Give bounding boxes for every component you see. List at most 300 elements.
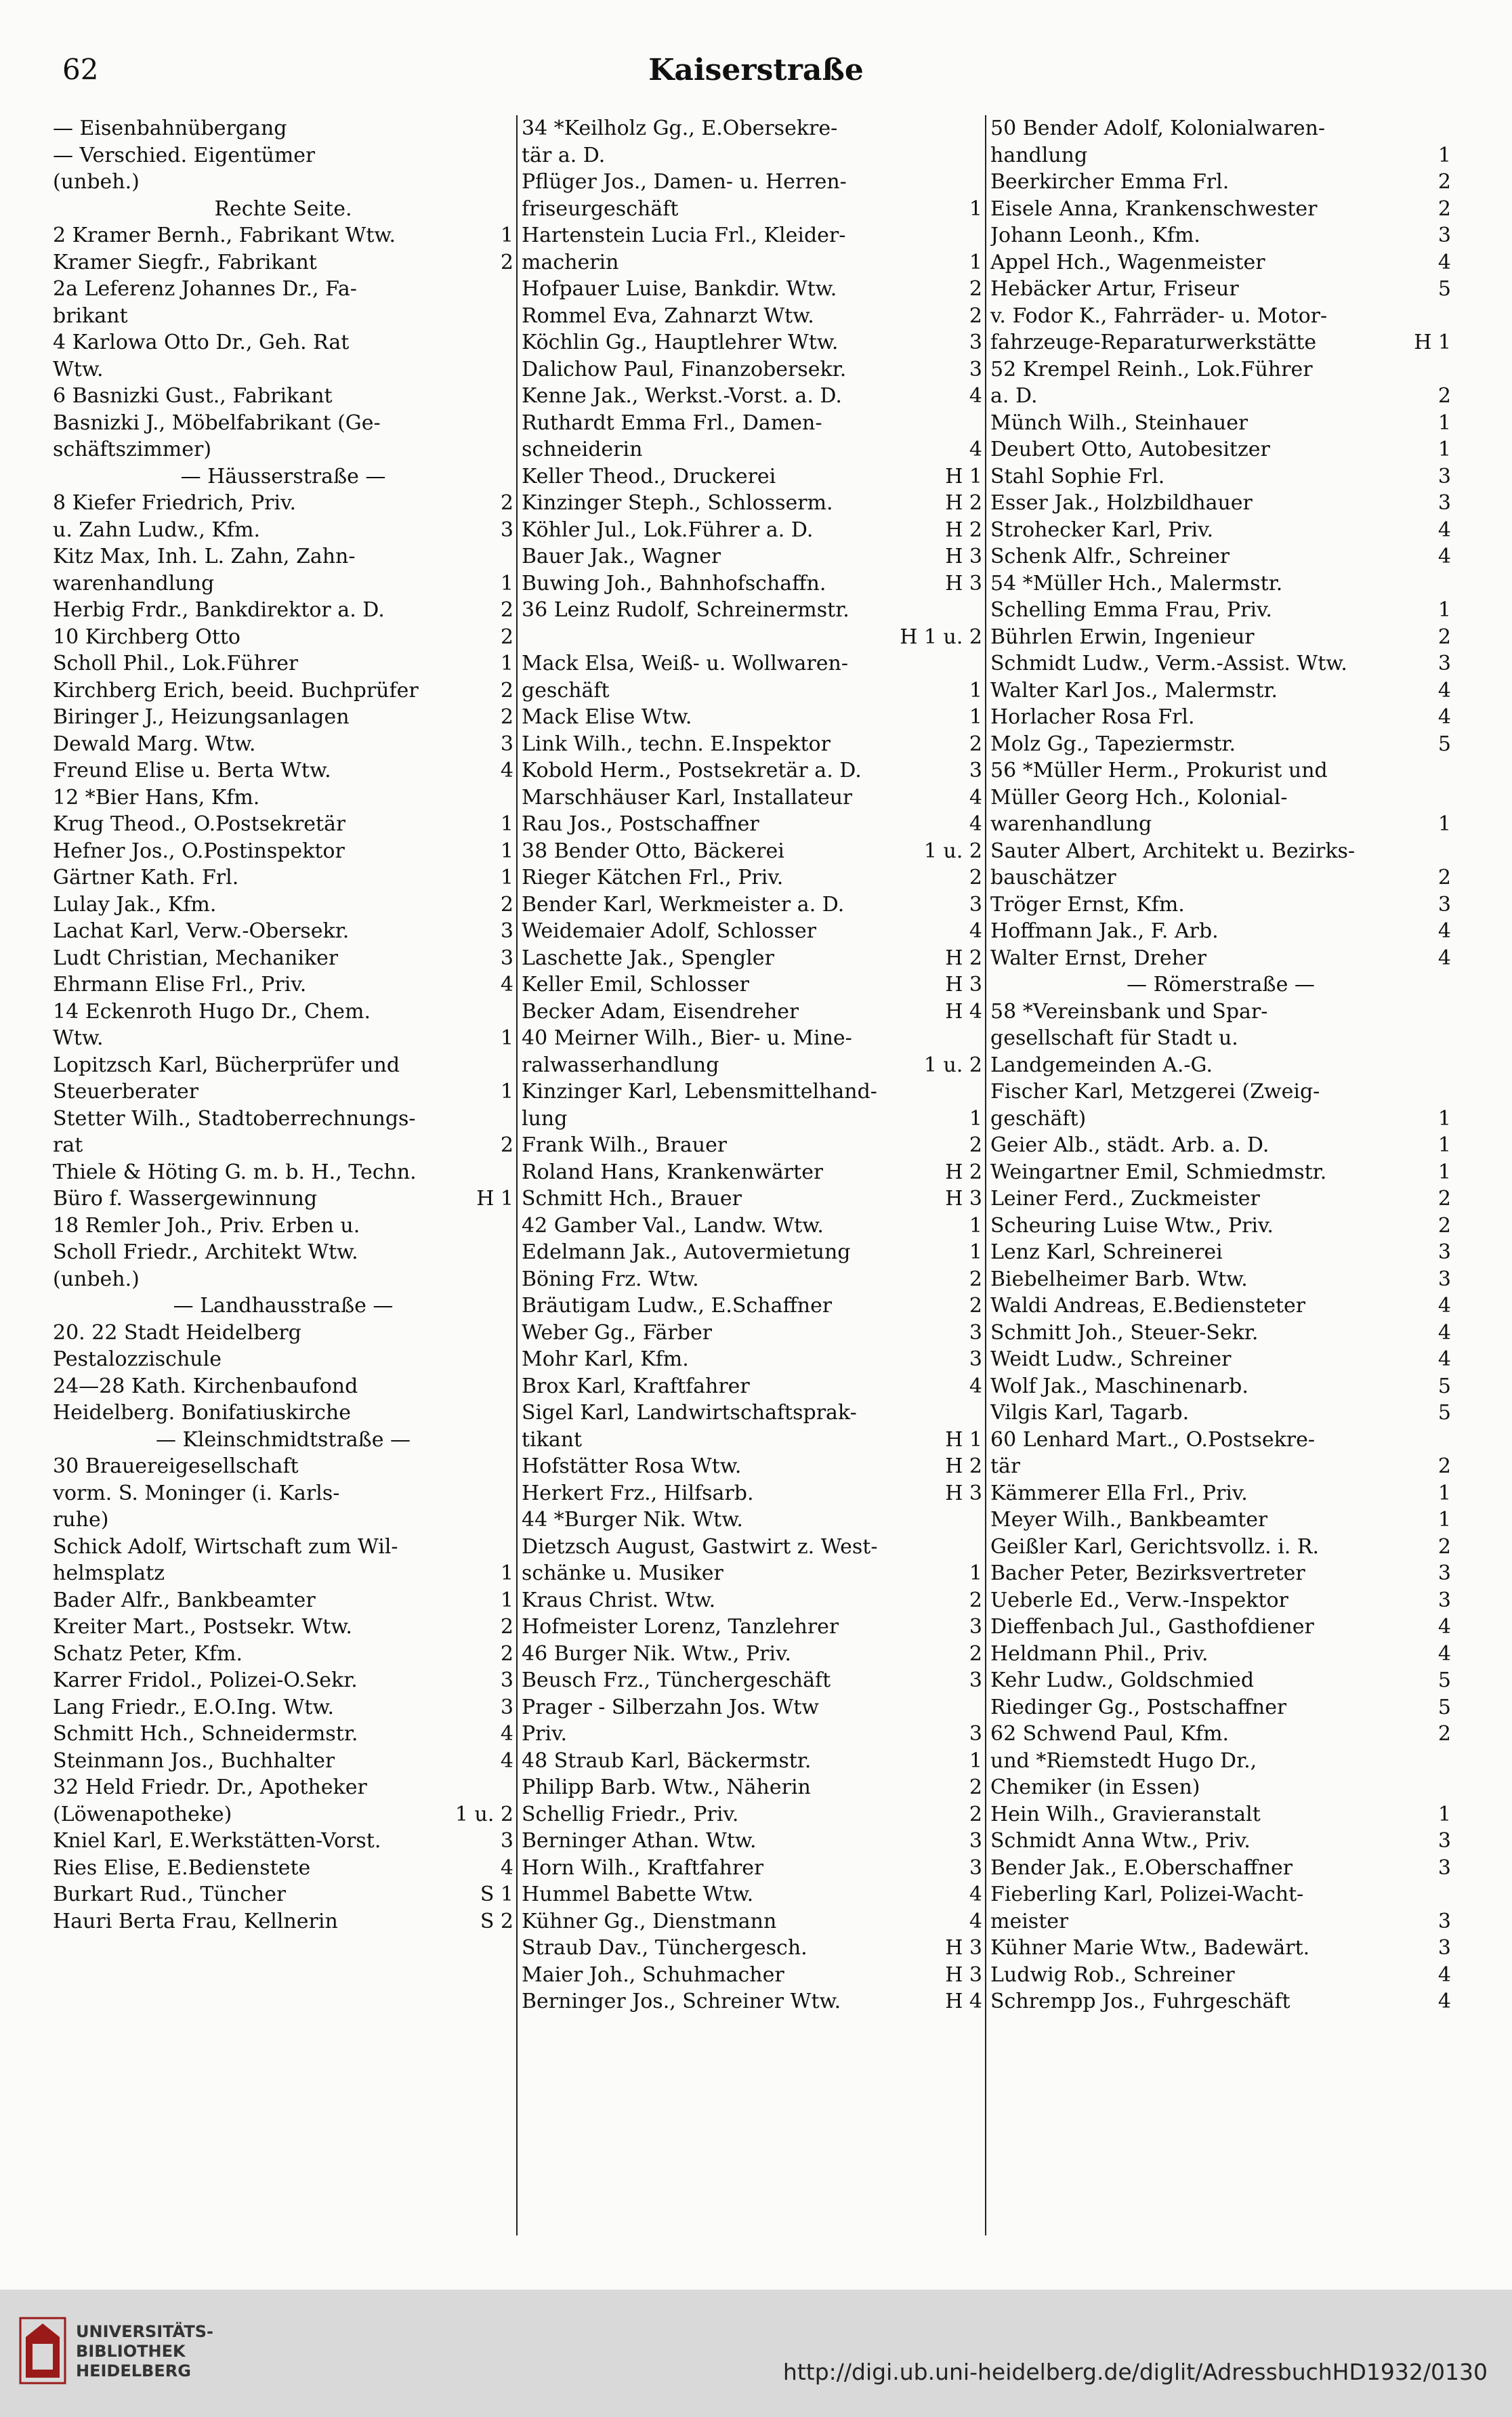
directory-entry — [53, 1801, 513, 1828]
directory-entry — [990, 757, 1451, 784]
directory-entry — [990, 1106, 1451, 1133]
directory-entry — [522, 1935, 982, 1962]
entry-text: Chemiker (in Essen) — [990, 1775, 1200, 1799]
directory-entry — [522, 490, 982, 517]
entry-text: Hein Wilh., Gravieranstalt — [990, 1802, 1261, 1826]
entry-text: Ludt Christian, Mechaniker — [53, 946, 339, 970]
floor-number: 1 — [500, 1588, 513, 1612]
directory-entry — [990, 1373, 1451, 1400]
entry-text: Pestalozzischule — [53, 1347, 222, 1371]
directory-entry — [522, 1908, 982, 1935]
directory-entry — [990, 1614, 1451, 1641]
entry-text: Edelmann Jak., Autovermietung — [522, 1240, 851, 1264]
directory-entry — [53, 624, 513, 651]
floor-number: 3 — [500, 1668, 513, 1692]
entry-text: Biringer J., Heizungsanlagen — [53, 705, 350, 729]
floor-number: H 2 — [945, 946, 982, 970]
floor-number: 3 — [969, 892, 982, 917]
entry-text: Burkart Rud., Tüncher — [53, 1883, 287, 1906]
floor-number: 1 — [1437, 1106, 1451, 1131]
entry-text: warenhandlung — [53, 571, 215, 595]
entry-text: Ueberle Ed., Verw.-Inspektor — [990, 1588, 1288, 1612]
entry-text: Weber Gg., Färber — [522, 1320, 713, 1345]
entry-text: 50 Bender Adolf, Kolonialwaren- — [990, 117, 1326, 140]
floor-number: 2 — [969, 1802, 982, 1826]
floor-number: 1 — [969, 250, 982, 274]
entry-text: Bührlen Erwin, Ingenieur — [990, 625, 1255, 649]
street-divider — [53, 1292, 513, 1320]
entry-text: Bader Alfr., Bankbeamter — [53, 1588, 316, 1612]
entry-text: 58 *Vereinsbank und Spar- — [990, 999, 1268, 1024]
entry-text: Bräutigam Ludw., E.Schaffner — [522, 1294, 833, 1318]
entry-text: rat — [53, 1133, 83, 1157]
entry-text: Herbig Frdr., Bankdirektor a. D. — [53, 598, 385, 622]
entry-text: Deubert Otto, Autobesitzer — [990, 438, 1270, 461]
floor-number: 2 — [1437, 196, 1451, 221]
entry-text: Lopitzsch Karl, Bücherprüfer und — [53, 1053, 400, 1077]
floor-number: 5 — [1437, 277, 1451, 301]
floor-number: 4 — [1437, 1347, 1451, 1371]
floor-number: H 4 — [945, 999, 982, 1024]
floor-number: 3 — [500, 518, 513, 542]
floor-number: 1 — [1437, 1160, 1451, 1184]
directory-entry — [522, 1614, 982, 1641]
directory-entry — [53, 1721, 513, 1748]
floor-number: 3 — [969, 1615, 982, 1639]
entry-text: 12 *Bier Hans, Kfm. — [53, 785, 260, 810]
floor-number: 4 — [500, 759, 513, 782]
directory-entry — [522, 517, 982, 544]
entry-text: — Häusserstraße — — [180, 464, 386, 488]
directory-entry — [522, 356, 982, 383]
directory-entry — [53, 1213, 513, 1240]
entry-text: Appel Hch., Wagenmeister — [990, 250, 1265, 274]
entry-text: ralwasserhandlung — [522, 1053, 719, 1077]
entry-text: Brox Karl, Kraftfahrer — [522, 1374, 750, 1398]
entry-text: Schmitt Hch., Schneidermstr. — [53, 1722, 358, 1746]
entry-text: Böning Frz. Wtw. — [522, 1267, 699, 1291]
directory-entry — [53, 249, 513, 276]
directory-entry — [53, 1185, 513, 1213]
floor-number: 3 — [969, 1722, 982, 1746]
entry-text: schänke u. Musiker — [522, 1561, 723, 1585]
directory-entry — [522, 142, 982, 169]
directory-entry — [990, 1721, 1451, 1748]
directory-entry — [522, 918, 982, 945]
entry-text: 38 Bender Otto, Bäckerei — [522, 839, 784, 863]
floor-number: 1 — [969, 196, 982, 221]
directory-entry — [990, 517, 1451, 544]
entry-text: Kinzinger Karl, Lebensmittelhand- — [522, 1080, 877, 1104]
entry-text: 4 Karlowa Otto Dr., Geh. Rat — [53, 331, 350, 354]
directory-entry — [522, 1855, 982, 1882]
floor-number: 3 — [969, 1829, 982, 1853]
floor-number: 3 — [1437, 464, 1451, 488]
entry-text: 18 Remler Joh., Priv. Erben u. — [53, 1213, 360, 1238]
directory-entry — [522, 436, 982, 463]
entry-text: Geißler Karl, Gerichtsvollz. i. R. — [990, 1534, 1319, 1559]
directory-entry — [522, 115, 982, 142]
page-header: Kaiserstraße — [648, 53, 864, 87]
entry-text: Vilgis Karl, Tagarb. — [990, 1401, 1190, 1425]
directory-entry — [990, 1694, 1451, 1721]
directory-entry — [522, 249, 982, 276]
entry-text: Dieffenbach Jul., Gasthofdiener — [990, 1615, 1314, 1639]
directory-entry — [990, 1400, 1451, 1427]
street-divider — [53, 196, 513, 223]
entry-text: Lenz Karl, Schreinerei — [990, 1240, 1223, 1264]
entry-text: Philipp Barb. Wtw., Näherin — [522, 1775, 811, 1799]
entry-text: Esser Jak., Holzbildhauer — [990, 491, 1253, 515]
floor-number: 3 — [1437, 1588, 1451, 1612]
directory-entry — [53, 1078, 513, 1106]
floor-number: 2 — [1437, 866, 1451, 889]
directory-entry — [990, 1025, 1451, 1052]
directory-entry — [990, 731, 1451, 758]
directory-entry — [990, 597, 1451, 624]
entry-text: geschäft) — [990, 1106, 1087, 1131]
directory-entry — [522, 971, 982, 999]
directory-entry — [53, 1346, 513, 1373]
directory-entry — [522, 731, 982, 758]
university-seal-icon — [19, 2317, 66, 2384]
directory-entry — [522, 169, 982, 196]
directory-entry — [990, 142, 1451, 169]
entry-text: 44 *Burger Nik. Wtw. — [522, 1508, 743, 1532]
entry-text: Bauer Jak., Wagner — [522, 545, 721, 568]
floor-number: 1 — [969, 1213, 982, 1238]
directory-entry — [522, 1962, 982, 1989]
directory-entry — [53, 142, 513, 169]
directory-entry — [990, 115, 1451, 142]
entry-text: Riedinger Gg., Postschaffner — [990, 1695, 1287, 1719]
floor-number: 4 — [1437, 1962, 1451, 1987]
floor-number: 1 u. 2 — [923, 1053, 982, 1077]
entry-text: helmsplatz — [53, 1561, 165, 1585]
street-divider — [990, 971, 1451, 999]
directory-entry — [990, 1881, 1451, 1908]
entry-text: Sigel Karl, Landwirtschaftsprak- — [522, 1401, 857, 1425]
entry-text: — Verschied. Eigentümer — [53, 143, 316, 167]
floor-number: 3 — [969, 1320, 982, 1345]
directory-entry — [522, 196, 982, 223]
directory-entry — [990, 1185, 1451, 1213]
floor-number: 3 — [1437, 1561, 1451, 1585]
floor-number: H 1 — [945, 464, 982, 488]
entry-text: Keller Emil, Schlosser — [522, 973, 750, 996]
directory-entry — [53, 222, 513, 249]
entry-text: 32 Held Friedr. Dr., Apotheker — [53, 1775, 367, 1799]
directory-entry — [53, 1132, 513, 1159]
floor-number: 2 — [1437, 1454, 1451, 1478]
entry-text: 34 *Keilholz Gg., E.Obersekre- — [522, 117, 838, 140]
entry-text: handlung — [990, 143, 1088, 167]
directory-entry — [53, 838, 513, 865]
directory-entry — [990, 1453, 1451, 1480]
floor-number: 4 — [1437, 1294, 1451, 1318]
entry-text: Berninger Athan. Wtw. — [522, 1829, 757, 1853]
floor-number: H 3 — [945, 973, 982, 996]
floor-number: 4 — [500, 973, 513, 996]
floor-number: 1 — [500, 224, 513, 247]
directory-entry — [522, 1078, 982, 1106]
directory-entry — [53, 1828, 513, 1855]
floor-number: H 3 — [945, 1481, 982, 1505]
directory-entry — [990, 1427, 1451, 1454]
floor-number: 4 — [969, 384, 982, 408]
directory-entry — [990, 276, 1451, 303]
floor-number: 3 — [500, 732, 513, 756]
floor-number: 3 — [1437, 1267, 1451, 1291]
floor-number: 1 — [1437, 1508, 1451, 1532]
entry-text: Schelling Emma Frau, Priv. — [990, 598, 1272, 622]
directory-entry — [522, 864, 982, 891]
directory-entry — [522, 303, 982, 330]
floor-number: 2 — [500, 678, 513, 702]
entry-text: 30 Brauereigesellschaft — [53, 1454, 299, 1478]
floor-number: 2 — [1437, 1722, 1451, 1746]
directory-entry — [522, 704, 982, 731]
directory-entry — [522, 1801, 982, 1828]
entry-text: Beerkircher Emma Frl. — [990, 170, 1230, 194]
entry-text: schneiderin — [522, 438, 643, 461]
directory-entry — [53, 410, 513, 437]
floor-number: 1 — [500, 571, 513, 595]
floor-number: 2 — [969, 1775, 982, 1799]
directory-entry — [990, 1855, 1451, 1882]
directory-entry — [53, 1266, 513, 1293]
directory-entry — [53, 1373, 513, 1400]
column-2 — [522, 115, 982, 2242]
floor-number: H 1 — [945, 1427, 982, 1452]
directory-entry — [53, 1855, 513, 1882]
directory-entry — [53, 490, 513, 517]
entry-text: 8 Kiefer Friedrich, Priv. — [53, 491, 297, 515]
directory-entry — [990, 1507, 1451, 1534]
entry-text: Lachat Karl, Verw.-Obersekr. — [53, 919, 350, 943]
entry-text: Fischer Karl, Metzgerei (Zweig- — [990, 1080, 1320, 1104]
entry-text: Kühner Gg., Dienstmann — [522, 1909, 777, 1933]
floor-number: 3 — [969, 357, 982, 381]
directory-entry — [53, 999, 513, 1026]
entry-text: 2a Leferenz Johannes Dr., Fa- — [53, 277, 357, 301]
directory-entry — [990, 999, 1451, 1026]
source-url[interactable]: http://digi.ub.uni-heidelberg.de/diglit/AdressbuchHD1932/0130 — [782, 2359, 1488, 2385]
directory-entry — [522, 276, 982, 303]
directory-entry — [990, 410, 1451, 437]
floor-number: 3 — [1437, 1829, 1451, 1853]
directory-entry — [522, 543, 982, 570]
entry-text: Horlacher Rosa Frl. — [990, 705, 1195, 729]
directory-entry — [53, 1881, 513, 1908]
floor-number: H 2 — [945, 491, 982, 515]
floor-number: 1 — [1437, 812, 1451, 836]
floor-number: 4 — [1437, 250, 1451, 274]
entry-text: meister — [990, 1909, 1069, 1933]
floor-number: 1 — [1437, 1802, 1451, 1826]
directory-entry — [990, 383, 1451, 410]
entry-text: Heldmann Phil., Priv. — [990, 1641, 1209, 1666]
floor-number: 1 u. 2 — [923, 839, 982, 863]
directory-entry — [990, 1239, 1451, 1266]
directory-entry — [53, 891, 513, 919]
entry-text: Schmitt Joh., Steuer-Sekr. — [990, 1320, 1259, 1345]
floor-number: 4 — [1437, 946, 1451, 970]
floor-number: 3 — [969, 1347, 982, 1371]
entry-text: Marschhäuser Karl, Installateur — [522, 785, 853, 810]
directory-entry — [522, 784, 982, 812]
floor-number: 2 — [969, 1641, 982, 1666]
directory-entry — [53, 115, 513, 142]
directory-entry — [522, 1828, 982, 1855]
column-divider — [516, 115, 518, 2235]
entry-text: 14 Eckenroth Hugo Dr., Chem. — [53, 999, 371, 1024]
entry-text: a. D. — [990, 384, 1038, 408]
directory-entry — [990, 1346, 1451, 1373]
directory-entry — [53, 1614, 513, 1641]
entry-text: Stetter Wilh., Stadtoberrechnungs- — [53, 1106, 416, 1131]
directory-entry — [522, 1106, 982, 1133]
entry-text: Weidt Ludw., Schreiner — [990, 1347, 1232, 1371]
directory-entry — [990, 1213, 1451, 1240]
entry-text: Hofmeister Lorenz, Tanzlehrer — [522, 1615, 839, 1639]
floor-number: 3 — [500, 1695, 513, 1719]
entry-text: Sauter Albert, Architekt u. Bezirks- — [990, 839, 1356, 863]
column-1 — [53, 115, 513, 2242]
entry-text: Wolf Jak., Maschinenarb. — [990, 1374, 1248, 1398]
floor-number: 1 — [500, 1026, 513, 1050]
entry-text: Prager - Silberzahn Jos. Wtw — [522, 1695, 819, 1719]
floor-number: 4 — [1437, 678, 1451, 702]
directory-entry — [53, 1106, 513, 1133]
floor-number: 5 — [1437, 1374, 1451, 1398]
floor-number: 3 — [500, 946, 513, 970]
entry-text: Hofpauer Luise, Bankdir. Wtw. — [522, 277, 837, 301]
entry-text: vorm. S. Moninger (i. Karls- — [53, 1481, 340, 1505]
entry-text: Schatz Peter, Kfm. — [53, 1641, 243, 1666]
directory-entry — [53, 436, 513, 463]
directory-entry — [53, 918, 513, 945]
directory-entry — [53, 1694, 513, 1721]
floor-number: 1 — [500, 1561, 513, 1585]
entry-text: bauschätzer — [990, 866, 1116, 889]
directory-entry — [522, 1400, 982, 1427]
directory-entry — [53, 276, 513, 303]
entry-text: Ries Elise, E.Bedienstete — [53, 1855, 311, 1880]
directory-entry — [53, 864, 513, 891]
entry-text: Bacher Peter, Bezirksvertreter — [990, 1561, 1305, 1585]
directory-entry — [990, 1935, 1451, 1962]
directory-entry — [53, 1400, 513, 1427]
floor-number: H 1 — [1414, 331, 1451, 354]
directory-entry — [522, 999, 982, 1026]
directory-entry — [522, 624, 982, 651]
directory-entry — [522, 1427, 982, 1454]
directory-entry — [53, 570, 513, 597]
entry-text: Walter Ernst, Dreher — [990, 946, 1207, 970]
entry-text: Weidemaier Adolf, Schlosser — [522, 919, 817, 943]
entry-text: Hauri Berta Frau, Kellnerin — [53, 1909, 338, 1933]
entry-text: Mack Elsa, Weiß- u. Wollwaren- — [522, 652, 848, 675]
entry-text: Karrer Fridol., Polizei-O.Sekr. — [53, 1668, 358, 1692]
footer-bar — [0, 2290, 1512, 2417]
directory-entry — [522, 1239, 982, 1266]
directory-entry — [990, 1560, 1451, 1587]
directory-entry — [522, 570, 982, 597]
entry-text: Molz Gg., Tapeziermstr. — [990, 732, 1236, 756]
entry-text: Straub Dav., Tünchergesch. — [522, 1936, 807, 1960]
floor-number: H 3 — [945, 1187, 982, 1211]
entry-text: Rau Jos., Postschaffner — [522, 812, 759, 836]
floor-number: 3 — [1437, 224, 1451, 247]
directory-entry — [990, 436, 1451, 463]
entry-text: 24—28 Kath. Kirchenbaufond — [53, 1374, 358, 1398]
entry-text: Kitz Max, Inh. L. Zahn, Zahn- — [53, 545, 356, 568]
entry-text: Steinmann Jos., Buchhalter — [53, 1748, 335, 1773]
entry-text: Schenk Alfr., Schreiner — [990, 545, 1230, 568]
directory-entry — [522, 838, 982, 865]
entry-text: 62 Schwend Paul, Kfm. — [990, 1722, 1230, 1746]
entry-text: Hefner Jos., O.Postinspektor — [53, 839, 345, 863]
directory-entry — [53, 329, 513, 356]
floor-number: 4 — [969, 812, 982, 836]
entry-text: Herkert Frz., Hilfsarb. — [522, 1481, 754, 1505]
entry-text: Dalichow Paul, Finanzobersekr. — [522, 357, 847, 381]
entry-text: 10 Kirchberg Otto — [53, 625, 240, 649]
floor-number: 2 — [500, 705, 513, 729]
entry-text: Hartenstein Lucia Frl., Kleider- — [522, 224, 846, 247]
entry-text: Köhler Jul., Lok.Führer a. D. — [522, 518, 814, 542]
floor-number: 1 — [1437, 411, 1451, 435]
entry-text: tär — [990, 1454, 1021, 1478]
directory-entry — [990, 918, 1451, 945]
entry-text: Kehr Ludw., Goldschmied — [990, 1668, 1255, 1692]
floor-number: 2 — [969, 303, 982, 328]
directory-entry — [990, 1480, 1451, 1507]
entry-text: Lulay Jak., Kfm. — [53, 892, 217, 917]
entry-text: (Löwenapotheke) — [53, 1802, 232, 1826]
directory-entry — [522, 1641, 982, 1668]
floor-number: H 2 — [945, 1160, 982, 1184]
floor-number: 1 — [500, 652, 513, 675]
directory-entry — [53, 971, 513, 999]
floor-number: 2 — [1437, 384, 1451, 408]
directory-entry — [990, 543, 1451, 570]
floor-number: 4 — [1437, 1615, 1451, 1639]
floor-number: 5 — [1437, 1668, 1451, 1692]
entry-text: tikant — [522, 1427, 583, 1452]
floor-number: H 3 — [945, 545, 982, 568]
floor-number: 2 — [500, 1615, 513, 1639]
entry-text: Bender Jak., E.Oberschaffner — [990, 1855, 1293, 1880]
entry-text: Becker Adam, Eisendreher — [522, 999, 799, 1024]
directory-entry — [522, 1587, 982, 1614]
directory-entry — [522, 1346, 982, 1373]
entry-text: — Römerstraße — — [1127, 973, 1315, 996]
directory-entry — [990, 222, 1451, 249]
floor-number: 4 — [1437, 1990, 1451, 2013]
directory-entry — [53, 677, 513, 705]
directory-entry — [990, 196, 1451, 223]
entry-text: Lang Friedr., E.O.Ing. Wtw. — [53, 1695, 335, 1719]
entry-text: 2 Kramer Bernh., Fabrikant Wtw. — [53, 224, 396, 247]
directory-entry — [990, 650, 1451, 677]
floor-number: 5 — [1437, 732, 1451, 756]
directory-entry — [522, 757, 982, 784]
floor-number: 3 — [500, 919, 513, 943]
library-name-line: HEIDELBERG — [76, 2361, 191, 2380]
floor-number: 1 — [1437, 1481, 1451, 1505]
